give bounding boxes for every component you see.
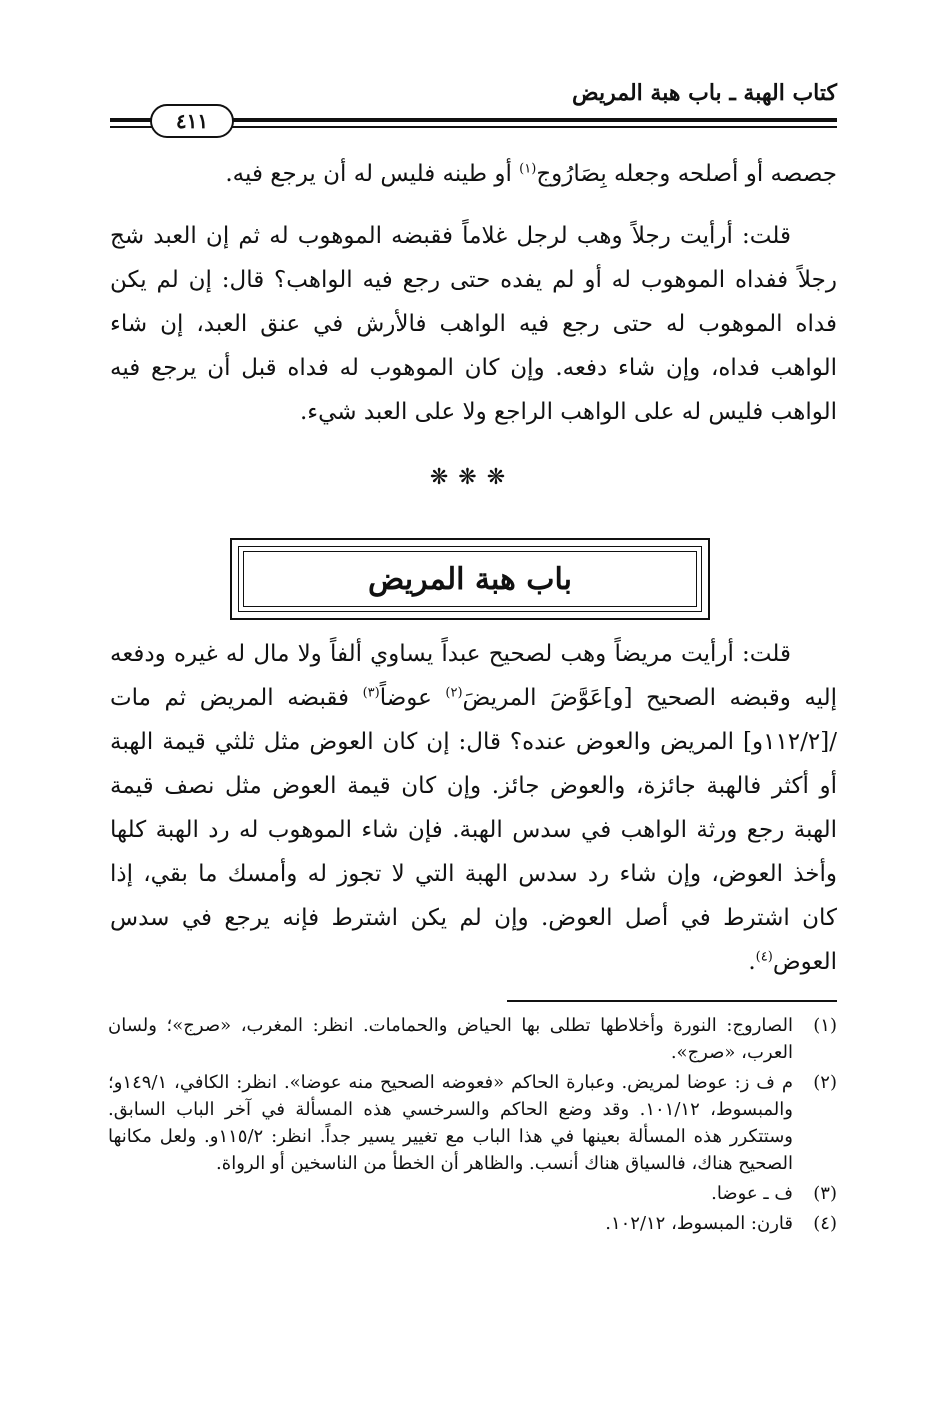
footnote-item: (١) الصاروج: النورة وأخلاطها تطلى بها الحياض والحمامات. انظر: المغرب، «صرج»؛ ولسان العرب، «صرج».: [108, 1015, 837, 1063]
footnote-separator-rule: [507, 1000, 837, 1002]
footnotes: [108, 1012, 837, 1240]
footnote-ref-4: (٤): [755, 949, 773, 965]
running-header-title: كتاب الهبة ـ باب هبة المريض: [572, 80, 837, 106]
chapter-title-frame: [230, 538, 710, 620]
text-block-chapter: [110, 632, 837, 984]
paragraph-sick-gift: قلت: أرأيت مريضاً وهب لصحيح عبداً يساوي ألفاً ولا مال له غيره ودفعه إليه وقبضه الصحيح [و]عَوَّضَ المريضَ$^{(٢)}$ عوضاً$^{(٣)}$ فقبضه المريض ثم مات /[١١٢/٢و] المريض والعوض عنده؟ قال: إن كان العوض مثل ثلثي قيمة الهبة أو أكثر فالهبة جائزة، والعوض جائز. وإن كان قيمة العوض مثل نصف قيمة الهبة رجع ورثة الواهب في سدس الهبة. فإن شاء الموهوب له رد الهبة كلها وأخذ العوض، وإن شاء رد سدس الهبة التي لا تجوز له وأمسك ما بقي، إذا كان اشترط في أصل العوض. وإن لم يكن اشترط فإنه يرجع في سدس العوض$^{(٤)}$.: [110, 641, 837, 975]
paragraph-continuation: جصصه أو أصلحه وجعله بِصَارُوج$^{(١)}$ أو طينه فليس له أن يرجع فيه.: [225, 161, 837, 187]
section-separator-ornament: ❋❋❋: [429, 465, 516, 490]
footnote-item: (٢) م ف ز: عوضا لمريض. وعبارة الحاكم «فعوضه الصحيح منه عوضا». انظر: الكافي، ١٤٩/١و؛ والمبسوط، ١٠١/١٢. وقد وضع الحاكم والسرخسي هذه المسألة في آخر الباب السابق. وستتكرر هذه المسألة بعينها في هذا الباب مع تغيير يسير جداً. انظر: ١١٥/٢و. ولعل مكانها الصحيح هناك، فالسياق هناك أنسب. والظاهر أن الخطأ من الناسخين أو الرواة.: [108, 1072, 837, 1174]
footnote-item: (٤) قارن: المبسوط، ١٠٢/١٢.: [605, 1213, 837, 1234]
footnote-ref-3: (٣): [362, 685, 380, 701]
footnote-ref-2: (٢): [445, 685, 463, 701]
chapter-title: باب هبة المريض: [367, 561, 573, 597]
text-block-continuation: [110, 152, 837, 434]
footnote-ref-1: (١): [519, 161, 537, 177]
page-number: ٤١١: [150, 104, 234, 138]
paragraph-question-slave: قلت: أرأيت رجلاً وهب لرجل غلاماً فقبضه الموهوب له ثم إن العبد شج رجلاً ففداه الموهوب له أو لم يفده حتى رجع فيه الواهب؟ قال: إن لم يكن فداه الموهوب له حتى رجع فيه الواهب فالأرش في عنق العبد، إن شاء الواهب فداه، وإن شاء دفعه. وإن كان الموهوب له فداه قبل أن يرجع فيه الواهب فليس له على الواهب الراجع ولا على العبد شيء.: [110, 223, 837, 425]
footnote-item: (٣) ف ـ عوضا.: [711, 1183, 837, 1204]
